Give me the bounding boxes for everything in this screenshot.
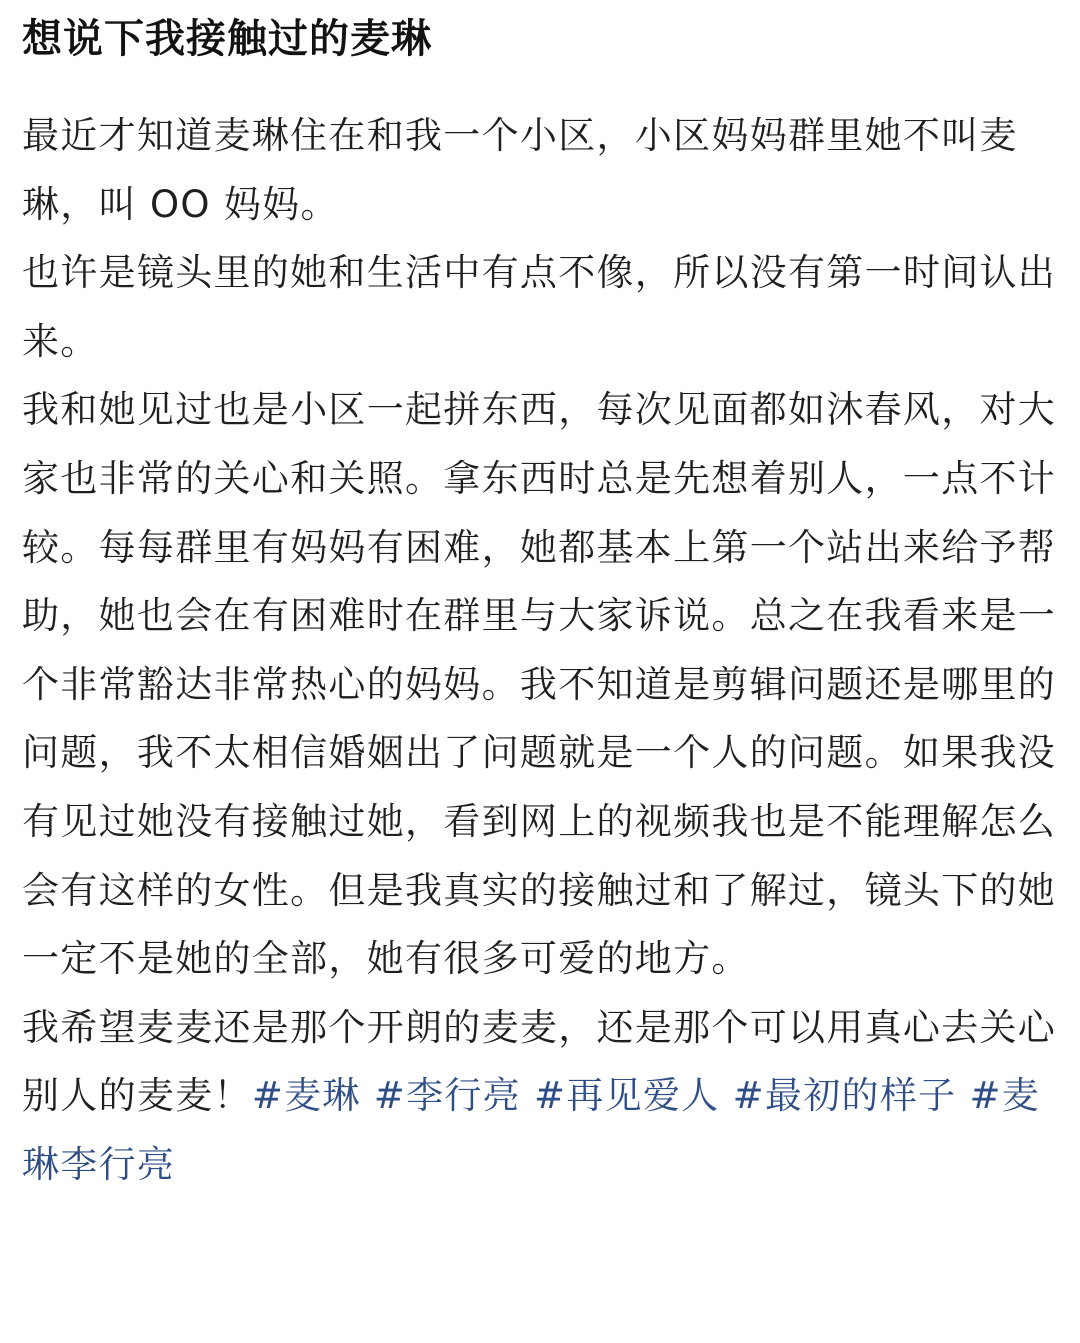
post-paragraph-4-text: 我希望麦麦还是那个开朗的麦麦，还是那个可以用真心去关心别人的麦麦！ [22,1005,1057,1118]
post-paragraph-4 [22,994,1062,1200]
post-body [22,102,1062,1200]
hashtag-link[interactable]: #麦琳 [251,1074,361,1118]
hashtag-link[interactable]: #麦琳李行亮 [22,1074,1041,1186]
hashtag-link[interactable]: #再见爱人 [534,1074,720,1118]
post-paragraph-1: 最近才知道麦琳住在和我一个小区，小区妈妈群里她不叫麦琳，叫 OO 妈妈。 [22,114,1018,226]
hashtag-link[interactable]: #最初的样子 [732,1074,957,1118]
post-paragraph-3: 我和她见过也是小区一起拼东西，每次见面都如沐春风，对大家也非常的关心和关照。拿东西时总是先想着别人，一点不计较。每每群里有妈妈有困难，她都基本上第一个站出来给予帮助，她也会在有困难时在群里与大家诉说。总之在我看来是一个非常豁达非常热心的妈妈。我不知道是剪辑问题还是哪里的问题，我不太相信婚姻出了问题就是一个人的问题。如果我没有见过她没有接触过她，看到网上的视频我也是不能理解怎么会有这样的女性。但是我真实的接触过和了解过，镜头下的她一定不是她的全部，她有很多可爱的地方。 [22,388,1057,981]
hashtag-link[interactable]: #李行亮 [373,1074,521,1118]
post-title: 想说下我接触过的麦琳 [22,16,432,62]
post-paragraph-2: 也许是镜头里的她和生活中有点不像，所以没有第一时间认出来。 [22,251,1057,363]
post [22,10,1062,1200]
